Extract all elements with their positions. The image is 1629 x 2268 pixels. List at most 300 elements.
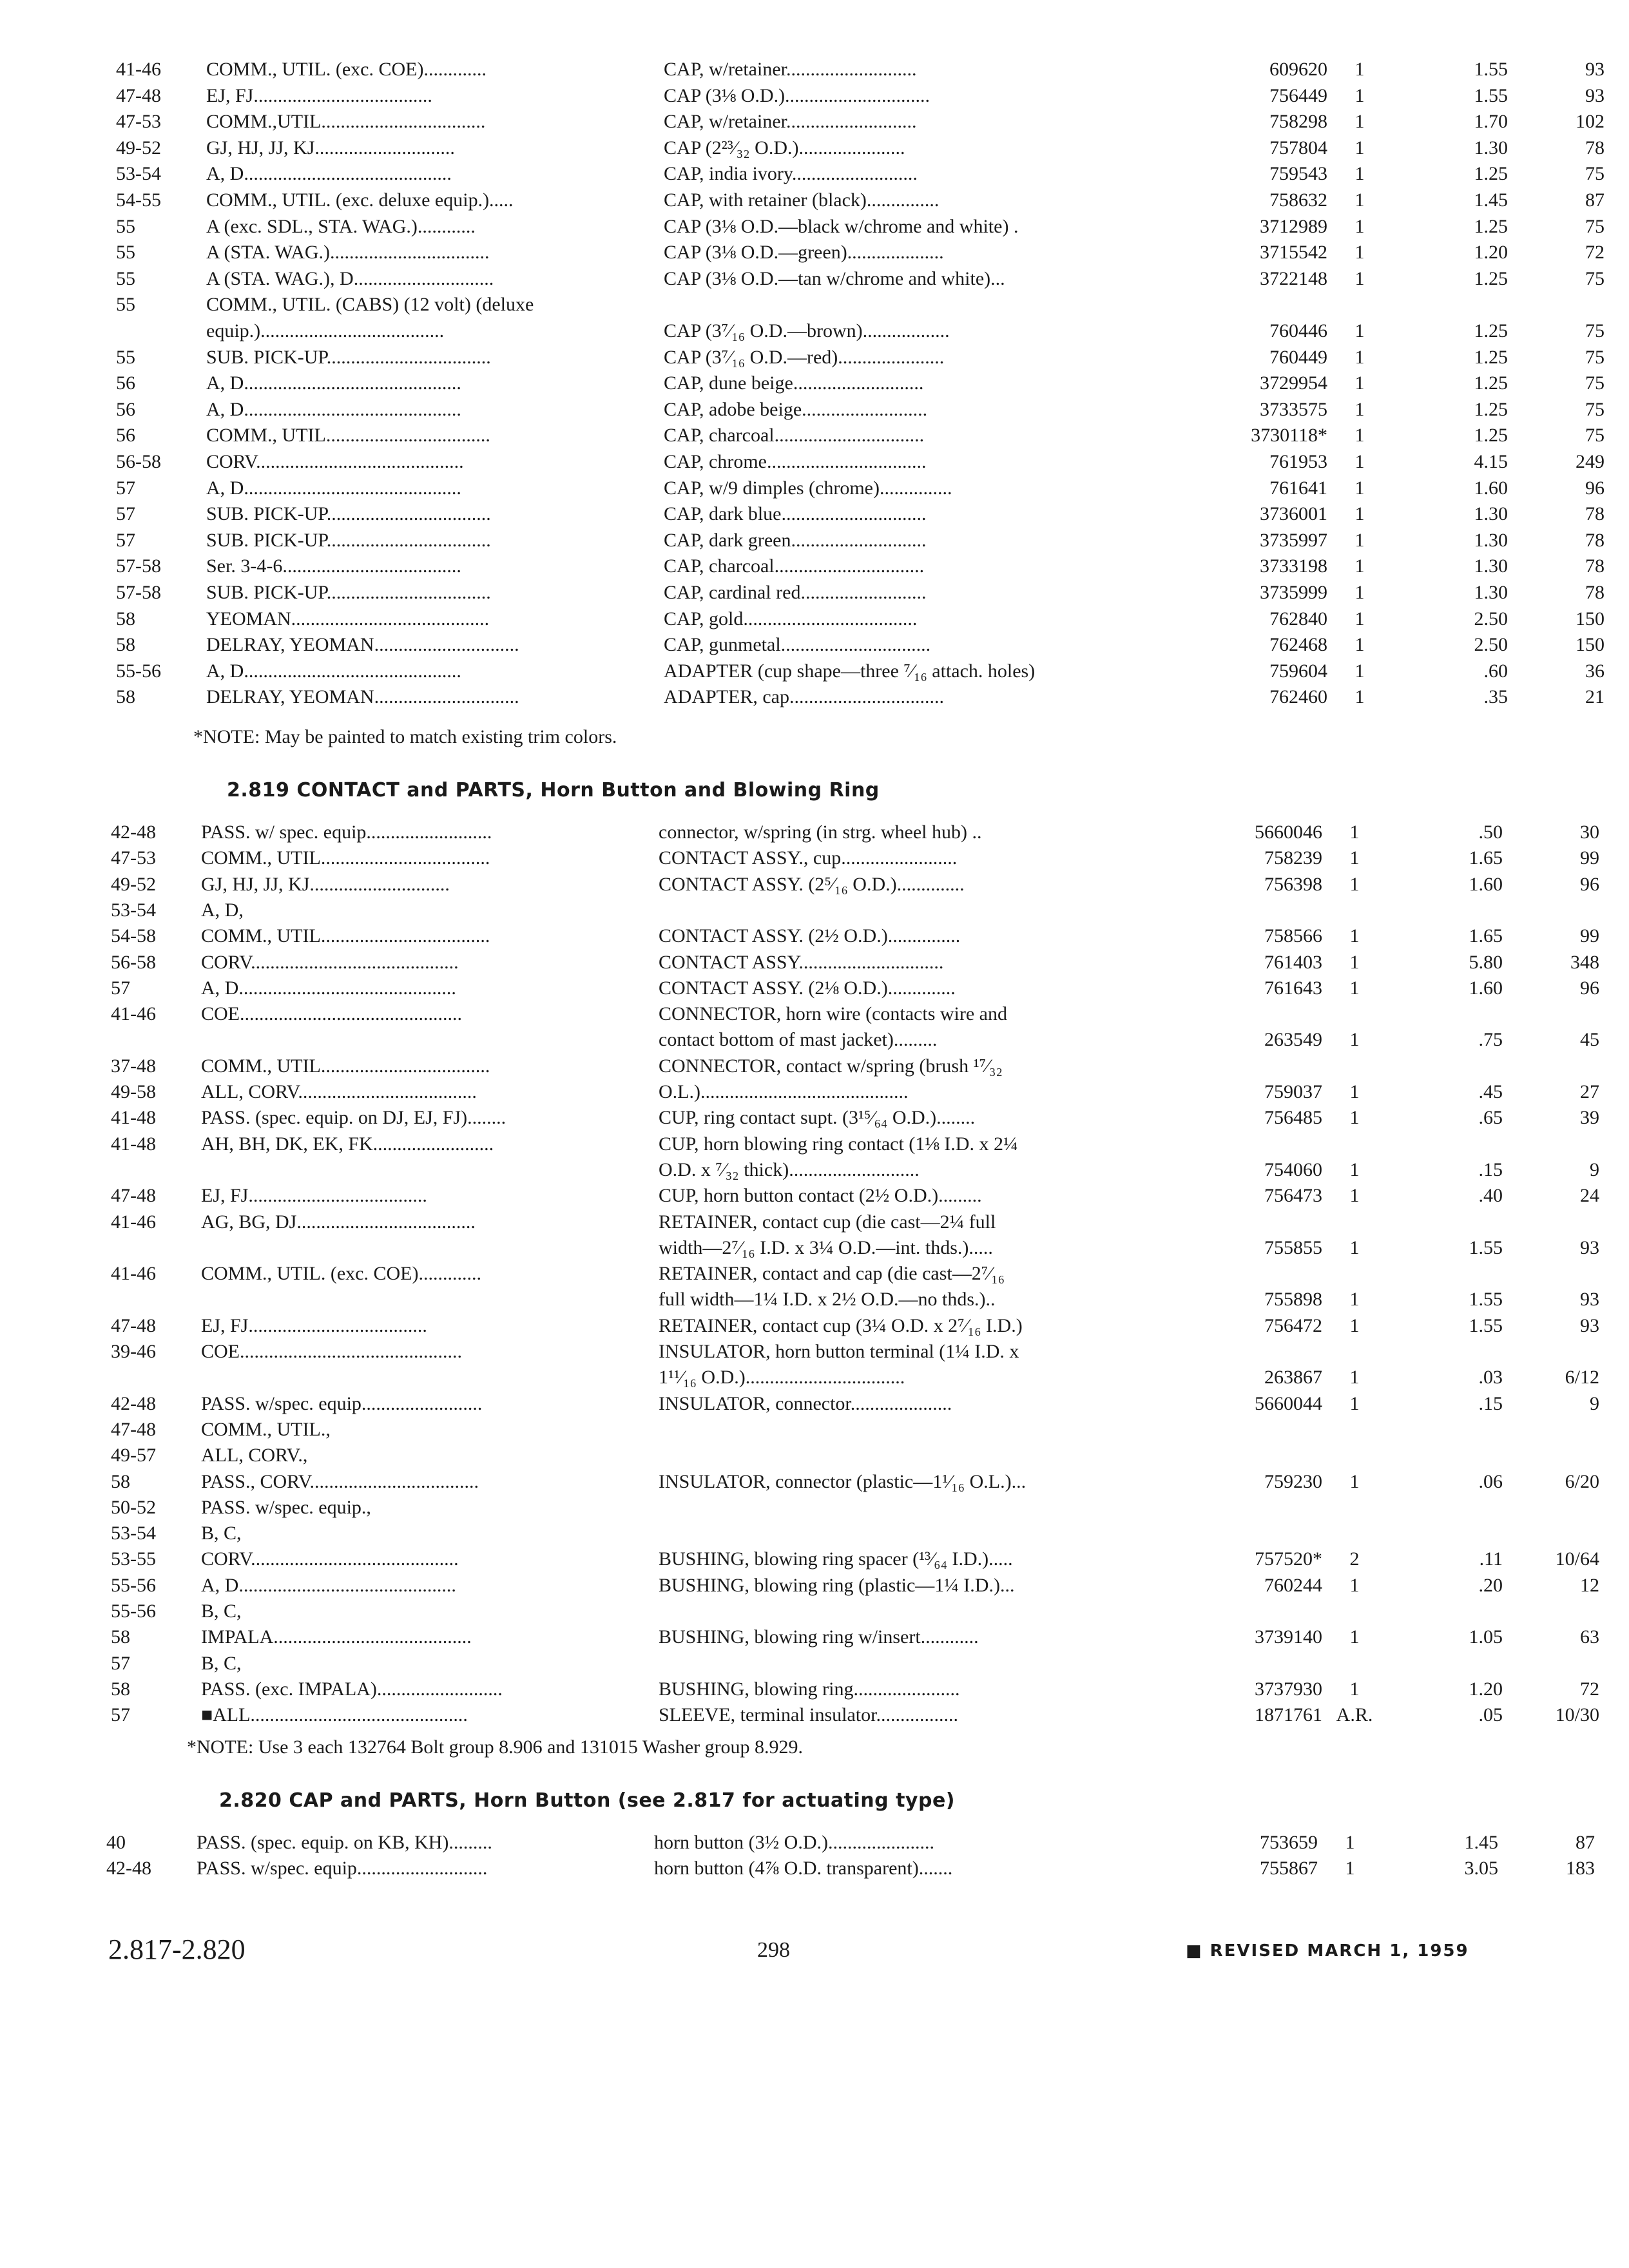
part-number-cell: 756449 — [1269, 85, 1327, 106]
model-cell: PASS. w/spec. equip., — [201, 1497, 371, 1518]
table-row — [116, 684, 1617, 710]
model-cell: COMM.,UTIL.................................. — [206, 111, 486, 132]
model-cell: SUB. PICK-UP.................................. — [206, 530, 491, 551]
part-number-cell: 3733198 — [1260, 555, 1327, 577]
part-number-cell: 755898 — [1264, 1289, 1322, 1310]
year-cell: 41-46 — [111, 1003, 156, 1024]
model-cell: ALL, CORV., — [201, 1445, 308, 1466]
year-cell: 56 — [116, 399, 135, 420]
part-number-cell: 3729954 — [1260, 372, 1327, 394]
table-row — [116, 57, 1617, 82]
dealer-price-cell: 96 — [1580, 874, 1599, 895]
table-row — [116, 501, 1617, 527]
quantity-cell: 1 — [1349, 1626, 1360, 1648]
description-cell: CUP, horn button contact (2½ O.D.)......... — [659, 1185, 982, 1206]
list-price-cell: 1.65 — [1469, 847, 1503, 869]
part-number-cell: 5660044 — [1255, 1393, 1322, 1414]
description-cell: RETAINER, contact cup (die cast—2¼ full — [659, 1211, 996, 1233]
description-cell: CONTACT ASSY. (2½ O.D.)............... — [659, 925, 961, 947]
year-cell: 42-48 — [111, 822, 156, 843]
dealer-price-cell: 78 — [1585, 530, 1605, 551]
quantity-cell: 1 — [1354, 425, 1365, 446]
part-number-cell: 757804 — [1269, 137, 1327, 159]
description-cell: O.L.)........................................... — [659, 1081, 909, 1102]
part-number-cell: 263549 — [1264, 1029, 1322, 1050]
quantity-cell: 1 — [1354, 530, 1365, 551]
table-row — [111, 1157, 1612, 1183]
quantity-cell: 1 — [1354, 163, 1365, 184]
part-number-cell: 758566 — [1264, 925, 1322, 947]
model-cell: COMM., UTIL., — [201, 1419, 331, 1440]
table-row — [111, 1365, 1612, 1390]
part-number-cell: 756485 — [1264, 1107, 1322, 1128]
table-row — [116, 240, 1617, 265]
year-cell: 57-58 — [116, 582, 161, 603]
year-cell: 55 — [116, 268, 135, 289]
dealer-price-cell: 6/20 — [1565, 1471, 1599, 1492]
year-cell: 53-55 — [111, 1548, 156, 1570]
description-cell: ADAPTER, cap................................ — [664, 686, 944, 707]
model-cell: CORV........................................... — [206, 451, 464, 472]
year-cell: 41-48 — [111, 1107, 156, 1128]
year-cell: 55 — [116, 242, 135, 263]
list-price-cell: 2.50 — [1474, 634, 1508, 655]
table-row — [111, 1469, 1612, 1495]
table-row — [116, 83, 1617, 109]
part-number-cell: 3715542 — [1260, 242, 1327, 263]
quantity-cell: 1 — [1349, 1159, 1360, 1180]
model-cell: AH, BH, DK, EK, FK......................... — [201, 1133, 494, 1155]
part-number-cell: 759230 — [1264, 1471, 1322, 1492]
dealer-price-cell: 78 — [1585, 503, 1605, 524]
list-price-cell: .15 — [1478, 1393, 1503, 1414]
dealer-price-cell: 9 — [1590, 1393, 1599, 1414]
year-cell: 55 — [116, 347, 135, 368]
model-cell: A, D............................................. — [206, 399, 461, 420]
description-cell: contact bottom of mast jacket)......... — [659, 1029, 938, 1050]
year-cell: 50-52 — [111, 1497, 156, 1518]
year-cell: 57 — [116, 530, 135, 551]
dealer-price-cell: 6/12 — [1565, 1367, 1599, 1388]
dealer-price-cell: 87 — [1585, 189, 1605, 211]
model-cell: PASS. (spec. equip. on KB, KH)......... — [197, 1832, 492, 1853]
year-cell: 58 — [111, 1678, 130, 1700]
dealer-price-cell: 10/64 — [1555, 1548, 1599, 1570]
year-cell: 58 — [111, 1471, 130, 1492]
model-cell: A, D............................................. — [201, 977, 456, 999]
table-row — [111, 1391, 1612, 1417]
description-cell: O.D. x ⁷⁄₃₂ thick)........................... — [659, 1159, 920, 1180]
model-cell: PASS. w/ spec. equip.......................... — [201, 822, 492, 843]
quantity-cell: 1 — [1349, 1575, 1360, 1596]
dealer-price-cell: 78 — [1585, 137, 1605, 159]
model-cell: A, D, — [201, 899, 244, 921]
dealer-price-cell: 75 — [1585, 399, 1605, 420]
table-row — [111, 845, 1612, 871]
table-row — [116, 135, 1617, 161]
list-price-cell: 1.70 — [1474, 111, 1508, 132]
table-row — [106, 1830, 1608, 1856]
model-cell: B, C, — [201, 1600, 242, 1622]
model-cell: A (STA. WAG.)................................. — [206, 242, 490, 263]
part-number-cell: 755855 — [1264, 1237, 1322, 1258]
description-cell: CONTACT ASSY.............................. — [659, 952, 944, 973]
table-row — [111, 1131, 1612, 1157]
list-price-cell: 1.30 — [1474, 555, 1508, 577]
model-cell: CORV........................................... — [201, 952, 459, 973]
table-row — [111, 1443, 1612, 1468]
year-cell: 41-46 — [111, 1211, 156, 1233]
list-price-cell: 1.45 — [1464, 1832, 1498, 1853]
table-row — [111, 1001, 1612, 1027]
list-price-cell: .60 — [1483, 660, 1508, 682]
model-cell: SUB. PICK-UP.................................. — [206, 503, 491, 524]
list-price-cell: 1.60 — [1469, 977, 1503, 999]
dealer-price-cell: 72 — [1585, 242, 1605, 263]
description-cell: full width—1¼ I.D. x 2½ O.D.—no thds.).. — [659, 1289, 996, 1310]
year-cell: 58 — [111, 1626, 130, 1648]
list-price-cell: .65 — [1478, 1107, 1503, 1128]
part-number-cell: 761643 — [1264, 977, 1322, 999]
year-cell: 54-55 — [116, 189, 161, 211]
model-cell: equip.)...................................... — [206, 320, 445, 341]
year-cell: 40 — [106, 1832, 126, 1853]
model-cell: EJ, FJ..................................... — [201, 1315, 427, 1336]
part-number-cell: 762468 — [1269, 634, 1327, 655]
description-cell: horn button (4⅞ O.D. transparent)....... — [654, 1858, 953, 1879]
model-cell: DELRAY, YEOMAN.............................. — [206, 634, 519, 655]
year-cell: 41-46 — [111, 1263, 156, 1284]
table-row — [116, 632, 1617, 658]
list-price-cell: 1.25 — [1474, 399, 1508, 420]
year-cell: 53-54 — [111, 1523, 156, 1544]
quantity-cell: 1 — [1354, 111, 1365, 132]
year-cell: 47-53 — [111, 847, 156, 869]
dealer-price-cell: 96 — [1580, 977, 1599, 999]
list-price-cell: .45 — [1478, 1081, 1503, 1102]
table-row — [111, 1651, 1612, 1677]
part-number-cell: 759037 — [1264, 1081, 1322, 1102]
part-number-cell: 3735997 — [1260, 530, 1327, 551]
quantity-cell: 1 — [1345, 1832, 1355, 1853]
year-cell: 54-58 — [111, 925, 156, 947]
part-number-cell: 609620 — [1269, 59, 1327, 80]
model-cell: SUB. PICK-UP.................................. — [206, 347, 491, 368]
table-row — [111, 1702, 1612, 1728]
year-cell: 55 — [116, 216, 135, 237]
description-cell: CAP (2²³⁄₃₂ O.D.)...................... — [664, 137, 905, 159]
description-cell: CAP (3⅛ O.D.—black w/chrome and white) . — [664, 216, 1019, 237]
part-number-cell: 760244 — [1264, 1575, 1322, 1596]
year-cell: 56 — [116, 425, 135, 446]
year-cell: 47-48 — [116, 85, 161, 106]
description-cell: CAP, gold.................................... — [664, 608, 918, 629]
quantity-cell: 1 — [1354, 189, 1365, 211]
description-cell: BUSHING, blowing ring (plastic—1¼ I.D.)... — [659, 1575, 1015, 1596]
description-cell: CAP, charcoal............................... — [664, 425, 925, 446]
model-cell: COMM., UTIL. (CABS) (12 volt) (deluxe — [206, 294, 534, 315]
model-cell: ALL, CORV..................................... — [201, 1081, 477, 1102]
dealer-price-cell: 21 — [1585, 686, 1605, 707]
section-range: 2.817-2.820 — [108, 1934, 246, 1965]
quantity-cell: 1 — [1349, 1029, 1360, 1050]
model-cell: COMM., UTIL. (exc. deluxe equip.)..... — [206, 189, 514, 211]
quantity-cell: 1 — [1349, 952, 1360, 973]
table-row — [111, 872, 1612, 898]
description-cell: CONNECTOR, contact w/spring (brush ¹⁷⁄₃₂ — [659, 1055, 1003, 1077]
quantity-cell: 1 — [1354, 85, 1365, 106]
table-row — [111, 1599, 1612, 1624]
dealer-price-cell: 72 — [1580, 1678, 1599, 1700]
dealer-price-cell: 75 — [1585, 320, 1605, 341]
table-row — [111, 820, 1612, 845]
description-cell: INSULATOR, horn button terminal (1¼ I.D. x — [659, 1341, 1019, 1362]
list-price-cell: 1.60 — [1474, 477, 1508, 499]
description-cell: CAP (3⁷⁄₁₆ O.D.—brown).................. — [664, 320, 950, 341]
list-price-cell: 1.45 — [1474, 189, 1508, 211]
part-number-cell: 761641 — [1269, 477, 1327, 499]
description-cell: CAP, dark blue.............................. — [664, 503, 927, 524]
part-number-cell: 760449 — [1269, 347, 1327, 368]
description-cell: CUP, ring contact supt. (3¹⁵⁄₆₄ O.D.)........ — [659, 1107, 976, 1128]
list-price-cell: 4.15 — [1474, 451, 1508, 472]
model-cell: A, D............................................. — [206, 477, 461, 499]
part-number-cell: 759604 — [1269, 660, 1327, 682]
description-cell: CONNECTOR, horn wire (contacts wire and — [659, 1003, 1007, 1024]
quantity-cell: 1 — [1354, 399, 1365, 420]
year-cell: 55-56 — [111, 1575, 156, 1596]
table-row — [116, 109, 1617, 135]
list-price-cell: .03 — [1478, 1367, 1503, 1388]
model-cell: COMM., UTIL................................... — [201, 847, 490, 869]
dealer-price-cell: 78 — [1585, 555, 1605, 577]
table-row — [116, 528, 1617, 553]
table-row — [111, 1339, 1612, 1365]
page-number: 298 — [757, 1938, 790, 1962]
list-price-cell: .75 — [1478, 1029, 1503, 1050]
description-cell: CAP, india ivory.......................... — [664, 163, 918, 184]
quantity-cell: 1 — [1349, 925, 1360, 947]
year-cell: 55-56 — [116, 660, 161, 682]
quantity-cell: 1 — [1354, 372, 1365, 394]
description-cell: connector, w/spring (in strg. wheel hub) .. — [659, 822, 982, 843]
description-cell: RETAINER, contact and cap (die cast—2⁷⁄₁₆ — [659, 1263, 1005, 1284]
table-row — [116, 214, 1617, 240]
description-cell: CAP, w/9 dimples (chrome)............... — [664, 477, 952, 499]
quantity-cell: 1 — [1349, 847, 1360, 869]
year-cell: 42-48 — [106, 1858, 151, 1879]
quantity-cell: 2 — [1349, 1548, 1360, 1570]
dealer-price-cell: 9 — [1590, 1159, 1599, 1180]
quantity-cell: 1 — [1354, 320, 1365, 341]
year-cell: 47-48 — [111, 1315, 156, 1336]
year-cell: 56-58 — [111, 952, 156, 973]
description-cell: CAP, dark green............................ — [664, 530, 927, 551]
description-cell: CONTACT ASSY. (2⁵⁄₁₆ O.D.).............. — [659, 874, 965, 895]
part-number-cell: 3735999 — [1260, 582, 1327, 603]
table-row — [116, 318, 1617, 344]
dealer-price-cell: 24 — [1580, 1185, 1599, 1206]
model-cell: AG, BG, DJ..................................... — [201, 1211, 476, 1233]
list-price-cell: 1.20 — [1474, 242, 1508, 263]
dealer-price-cell: 150 — [1576, 608, 1605, 629]
description-cell: CAP, cardinal red.......................... — [664, 582, 927, 603]
description-cell: CAP (3⅛ O.D.—tan w/chrome and white)... — [664, 268, 1005, 289]
table-row — [111, 1287, 1612, 1312]
list-price-cell: .05 — [1478, 1704, 1503, 1725]
description-cell: SLEEVE, terminal insulator................. — [659, 1704, 958, 1725]
table-row — [116, 397, 1617, 423]
list-price-cell: 1.25 — [1474, 163, 1508, 184]
part-number-cell: 3736001 — [1260, 503, 1327, 524]
table-row — [111, 1261, 1612, 1287]
model-cell: SUB. PICK-UP.................................. — [206, 582, 491, 603]
part-number-cell: 5660046 — [1255, 822, 1322, 843]
list-price-cell: 1.25 — [1474, 268, 1508, 289]
table-row — [111, 1495, 1612, 1521]
dealer-price-cell: 93 — [1580, 1237, 1599, 1258]
part-number-cell: 761403 — [1264, 952, 1322, 973]
table-row — [116, 423, 1617, 448]
list-price-cell: .40 — [1478, 1185, 1503, 1206]
list-price-cell: 1.30 — [1474, 503, 1508, 524]
description-cell: width—2⁷⁄₁₆ I.D. x 3¼ O.D.—int. thds.)..... — [659, 1237, 993, 1258]
description-cell: CAP, w/retainer........................... — [664, 111, 917, 132]
description-cell: CAP (3⁷⁄₁₆ O.D.—red)...................... — [664, 347, 945, 368]
model-cell: B, C, — [201, 1523, 242, 1544]
description-cell: BUSHING, blowing ring w/insert............ — [659, 1626, 979, 1648]
list-price-cell: 1.30 — [1474, 582, 1508, 603]
list-price-cell: 1.25 — [1474, 216, 1508, 237]
revised-date: ■ REVISED MARCH 1, 1959 — [1186, 1941, 1469, 1961]
quantity-cell: 1 — [1349, 977, 1360, 999]
year-cell: 41-48 — [111, 1133, 156, 1155]
list-price-cell: 1.65 — [1469, 925, 1503, 947]
table-row — [111, 1417, 1612, 1443]
year-cell: 58 — [116, 608, 135, 629]
description-cell: horn button (3½ O.D.)...................... — [654, 1832, 934, 1853]
list-price-cell: 1.60 — [1469, 874, 1503, 895]
year-cell: 47-48 — [111, 1185, 156, 1206]
table-row — [111, 1209, 1612, 1235]
table-row — [116, 658, 1617, 684]
year-cell: 49-58 — [111, 1081, 156, 1102]
year-cell: 57 — [111, 977, 130, 999]
table-row — [111, 1521, 1612, 1546]
quantity-cell: 1 — [1349, 1185, 1360, 1206]
list-price-cell: 1.25 — [1474, 372, 1508, 394]
part-number-cell: 762840 — [1269, 608, 1327, 629]
list-price-cell: 1.55 — [1469, 1289, 1503, 1310]
list-price-cell: .11 — [1479, 1548, 1503, 1570]
year-cell: 57 — [116, 503, 135, 524]
model-cell: DELRAY, YEOMAN.............................. — [206, 686, 519, 707]
quantity-cell: 1 — [1354, 137, 1365, 159]
part-number-cell: 3712989 — [1260, 216, 1327, 237]
model-cell: COE.............................................. — [201, 1003, 462, 1024]
year-cell: 55 — [116, 294, 135, 315]
model-cell: EJ, FJ..................................... — [201, 1185, 427, 1206]
year-cell: 58 — [116, 634, 135, 655]
list-price-cell: .35 — [1483, 686, 1508, 707]
model-cell: A, D........................................... — [206, 163, 452, 184]
table-row — [111, 1573, 1612, 1599]
quantity-cell: 1 — [1354, 660, 1365, 682]
year-cell: 57 — [111, 1653, 130, 1674]
quantity-cell: 1 — [1349, 1237, 1360, 1258]
description-cell: RETAINER, contact cup (3¼ O.D. x 2⁷⁄₁₆ I.D.) — [659, 1315, 1023, 1336]
table-row — [111, 1624, 1612, 1650]
year-cell: 49-52 — [116, 137, 161, 159]
list-price-cell: 5.80 — [1469, 952, 1503, 973]
table-row — [111, 1027, 1612, 1053]
list-price-cell: 1.25 — [1474, 347, 1508, 368]
table-row — [111, 1105, 1612, 1131]
model-cell: GJ, HJ, JJ, KJ............................. — [201, 874, 450, 895]
table-row — [116, 553, 1617, 579]
quantity-cell: 1 — [1349, 1315, 1360, 1336]
table-row — [116, 580, 1617, 606]
description-cell: CAP (3⅛ O.D.).............................. — [664, 85, 930, 106]
description-cell: BUSHING, blowing ring...................... — [659, 1678, 960, 1700]
table-row — [111, 1079, 1612, 1105]
dealer-price-cell: 75 — [1585, 347, 1605, 368]
dealer-price-cell: 78 — [1585, 582, 1605, 603]
section-title-2-819: 2.819 CONTACT and PARTS, Horn Button and Blowing Ring — [227, 779, 880, 802]
dealer-price-cell: 75 — [1585, 216, 1605, 237]
dealer-price-cell: 12 — [1580, 1575, 1599, 1596]
model-cell: PASS. (exc. IMPALA).......................... — [201, 1678, 503, 1700]
list-price-cell: 1.25 — [1474, 425, 1508, 446]
part-number-cell: 3722148 — [1260, 268, 1327, 289]
part-number-cell: 1871761 — [1255, 1704, 1322, 1725]
list-price-cell: 1.20 — [1469, 1678, 1503, 1700]
section-title-2-820: 2.820 CAP and PARTS, Horn Button (see 2.817 for actuating type) — [219, 1789, 956, 1812]
dealer-price-cell: 27 — [1580, 1081, 1599, 1102]
part-number-cell: 756473 — [1264, 1185, 1322, 1206]
dealer-price-cell: 10/30 — [1555, 1704, 1599, 1725]
model-cell: COMM., UTIL................................... — [201, 1055, 490, 1077]
model-cell: IMPALA......................................... — [201, 1626, 472, 1648]
quantity-cell: 1 — [1354, 503, 1365, 524]
table-row — [111, 975, 1612, 1001]
model-cell: A, D............................................. — [201, 1575, 456, 1596]
table-row — [116, 606, 1617, 632]
description-cell: CAP, adobe beige.......................... — [664, 399, 928, 420]
list-price-cell: .20 — [1478, 1575, 1503, 1596]
table-row — [116, 161, 1617, 187]
table-row — [116, 449, 1617, 475]
quantity-cell: 1 — [1354, 216, 1365, 237]
year-cell: 56 — [116, 372, 135, 394]
year-cell: 37-48 — [111, 1055, 156, 1077]
part-number-cell: 760446 — [1269, 320, 1327, 341]
dealer-price-cell: 93 — [1580, 1315, 1599, 1336]
dealer-price-cell: 36 — [1585, 660, 1605, 682]
quantity-cell: A.R. — [1336, 1704, 1373, 1725]
table-row — [116, 187, 1617, 213]
list-price-cell: 3.05 — [1464, 1858, 1498, 1879]
year-cell: 49-57 — [111, 1445, 156, 1466]
model-cell: GJ, HJ, JJ, KJ............................. — [206, 137, 455, 159]
dealer-price-cell: 99 — [1580, 847, 1599, 869]
quantity-cell: 1 — [1349, 822, 1360, 843]
dealer-price-cell: 93 — [1585, 85, 1605, 106]
table-row — [116, 476, 1617, 501]
description-cell: CONTACT ASSY., cup........................ — [659, 847, 958, 869]
model-cell: PASS., CORV................................... — [201, 1471, 479, 1492]
table-row — [111, 1677, 1612, 1702]
